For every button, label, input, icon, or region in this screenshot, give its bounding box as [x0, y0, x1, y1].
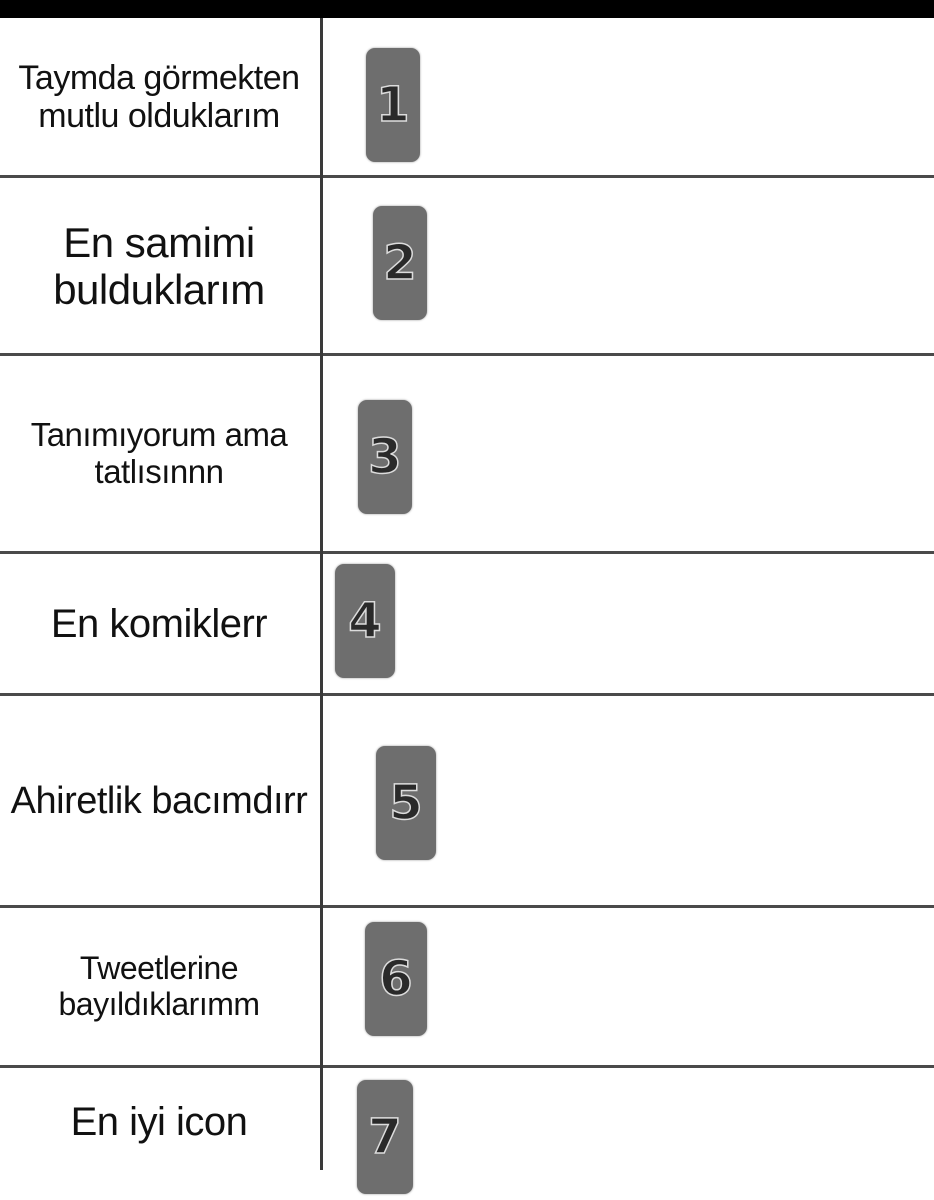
- table-row-1: [0, 18, 934, 176]
- template-table: [0, 18, 934, 1200]
- row-divider: [0, 175, 934, 178]
- row-divider: [0, 353, 934, 356]
- row-label-1: Taymda görmekten mutlu olduklarım: [18, 58, 300, 135]
- number-badge-3: 3: [358, 400, 412, 514]
- column-divider: [320, 18, 323, 1170]
- table-row-4: [0, 554, 934, 694]
- row-divider: [0, 905, 934, 908]
- answer-cell-4[interactable]: [323, 554, 934, 694]
- row-divider: [0, 551, 934, 554]
- number-badge-4: 4: [335, 564, 395, 678]
- row-label-4: En komiklerr: [50, 601, 268, 646]
- row-label-3: Tanımıyorum ama tatlısınnn: [30, 416, 288, 490]
- answer-cell-7[interactable]: [323, 1068, 934, 1200]
- row-divider: [0, 1065, 934, 1068]
- number-badge-5: 5: [376, 746, 436, 860]
- row-divider: [0, 693, 934, 696]
- table-row-7: [0, 1068, 934, 1200]
- row-label-7: En iyi icon: [70, 1099, 248, 1144]
- table-row-2: [0, 178, 934, 354]
- table-row-6: [0, 908, 934, 1066]
- number-badge-6: 6: [365, 922, 427, 1036]
- answer-cell-3[interactable]: [323, 356, 934, 552]
- number-badge-1: 1: [366, 48, 420, 162]
- number-badge-2: 2: [373, 206, 427, 320]
- row-label-2: En samimi bulduklarım: [53, 218, 265, 313]
- table-row-3: [0, 356, 934, 552]
- top-bar: [0, 0, 934, 18]
- row-label-6: Tweetlerine bayıldıklarımm: [58, 950, 260, 1022]
- number-badge-7: 7: [357, 1080, 413, 1194]
- table-row-5: [0, 696, 934, 906]
- row-label-5: Ahiretlik bacımdırr: [10, 779, 308, 822]
